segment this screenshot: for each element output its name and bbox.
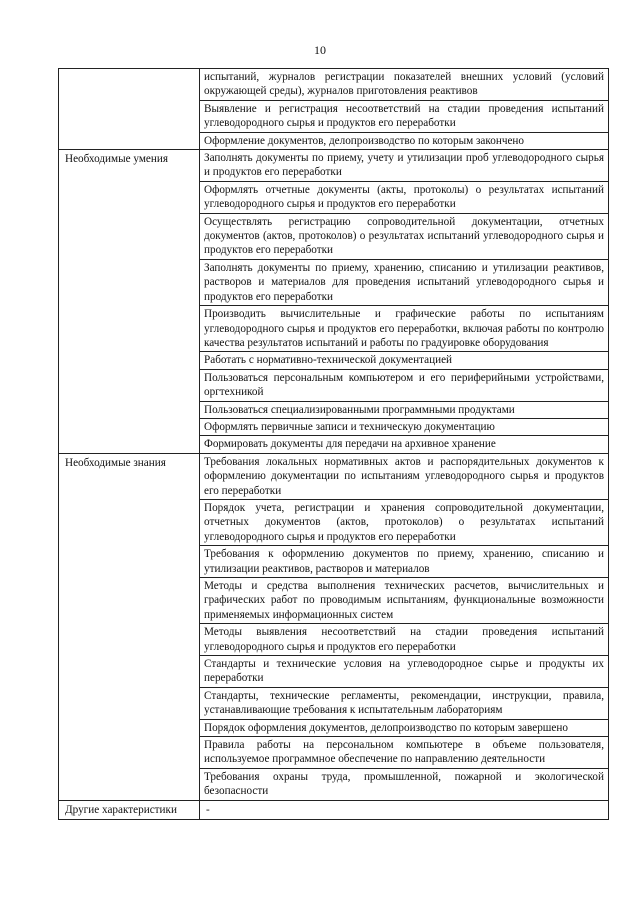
list-item: Оформлять отчетные документы (акты, протоколы) о результатах испытаний углеводородного сырья и продуктов его переработки: [200, 181, 608, 213]
list-item: Требования локальных нормативных актов и распорядительных документов к оформлению документации по испытаниям углеводородного сырья и продуктов его переработки: [204, 455, 604, 497]
list-item: Требования охраны труда, промышленной, пожарной и экологической безопасности: [200, 768, 608, 800]
list-item: Заполнять документы по приему, хранению, списанию и утилизации реактивов, растворов и материалов для проведения испытаний углеводородного сырья и продуктов его переработки: [200, 259, 608, 305]
list-item: Заполнять документы по приему, учету и утилизации проб углеводородного сырья и продуктов его переработки: [204, 152, 604, 179]
row-label-cell: [59, 69, 200, 150]
row-label-cell: [59, 150, 200, 454]
page-number: 10: [314, 43, 326, 57]
list-item: Стандарты, технические регламенты, рекомендации, инструкции, правила, устанавливающие требования к испытательным лабораториям: [200, 687, 608, 719]
list-item: Методы и средства выполнения технических расчетов, вычислительных и графических работ по проводимым испытаниям, функциональные возможности применяемых информационных систем: [200, 577, 608, 623]
list-item: испытаний, журналов регистрации показателей внешних условий (условий окружающей среды), журналов приготовления реактивов: [204, 71, 604, 98]
row-label-cell: [59, 453, 200, 800]
list-item: Пользоваться персональным компьютером и его периферийными устройствами, оргтехникой: [200, 369, 608, 401]
row-content-cell: [200, 800, 609, 819]
list-item: Оформление документов, делопроизводство по которым закончено: [200, 132, 608, 149]
row-content-cell: [200, 453, 609, 800]
row-label: [59, 69, 199, 71]
row-content-cell: [200, 150, 609, 454]
empty-value-dash: -: [206, 803, 210, 816]
list-item: Правила работы на персональном компьютере в объеме пользователя, используемое программное обеспечение по направлению деятельности: [200, 736, 608, 768]
row-label: Необходимые знания: [65, 456, 166, 469]
requirements-table: [58, 68, 609, 820]
row-label: Другие характеристики: [65, 803, 177, 816]
table-row: [59, 453, 609, 800]
table-row: [59, 150, 609, 454]
list-item: Порядок оформления документов, делопроизводство по которым завершено: [200, 719, 608, 736]
list-item: Осуществлять регистрацию сопроводительной документации, отчетных документов (актов, протоколов) о результатах испытаний углеводородного сырья и продуктов его переработки: [200, 213, 608, 259]
list-item: Формировать документы для передачи на архивное хранение: [200, 435, 608, 452]
table-row: [59, 69, 609, 150]
row-label: Необходимые умения: [65, 153, 168, 166]
list-item: Пользоваться специализированными программными продуктами: [200, 401, 608, 418]
list-item: Порядок учета, регистрации и хранения сопроводительной документации, отчетных документов (актов, протоколов) о результатах испытаний углеводородного сырья и продуктов его переработки: [200, 499, 608, 545]
list-item: Выявление и регистрация несоответствий на стадии проведения испытаний углеводородного сырья и продуктов его переработки: [200, 100, 608, 132]
list-item: Требования к оформлению документов по приему, хранению, списанию и утилизации реактивов, растворов и материалов: [200, 545, 608, 577]
table-row: [59, 800, 609, 819]
list-item: Методы выявления несоответствий на стадии проведения испытаний углеводородного сырья и продуктов его переработки: [200, 623, 608, 655]
list-item: Оформлять первичные записи и техническую документацию: [200, 418, 608, 435]
row-label-cell: [59, 800, 200, 819]
list-item: Работать с нормативно-технической документацией: [200, 351, 608, 368]
list-item: Производить вычислительные и графические работы по испытаниям углеводородного сырья и продуктов его переработки, включая работы по контролю качества результатов испытаний и работы по градуировке оборудования: [200, 305, 608, 351]
list-item: Стандарты и технические условия на углеводородное сырье и продукты их переработки: [200, 655, 608, 687]
row-content-cell: [200, 69, 609, 150]
